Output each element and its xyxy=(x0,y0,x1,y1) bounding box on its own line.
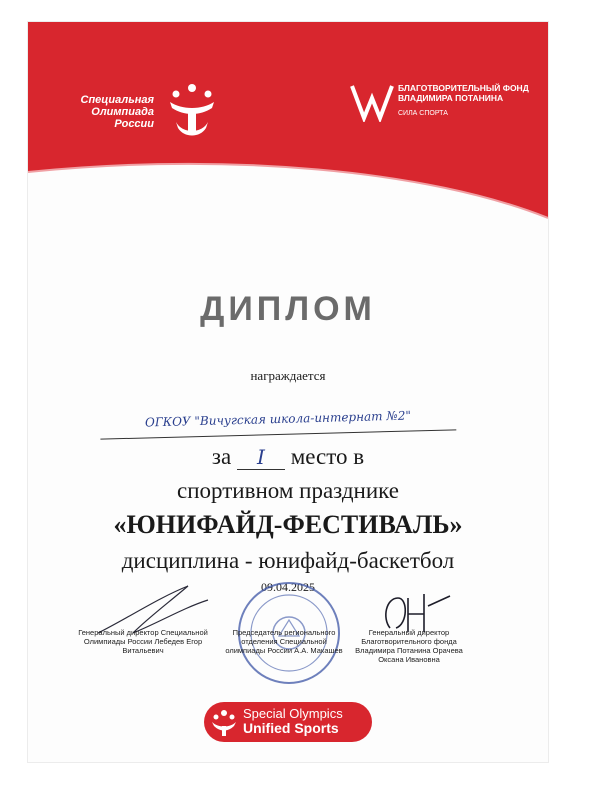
place-suffix: место в xyxy=(290,444,365,469)
place-prefix: за xyxy=(211,444,232,469)
potanin-foundation-logo-text xyxy=(398,84,538,119)
place-value: I xyxy=(237,445,285,470)
potanin-foundation-tagline: СИЛА СПОРТА xyxy=(398,110,448,117)
signature-caption-lebedev: Генеральный директор Специальной Олимпиады России Лебедев Егор Витальевич xyxy=(78,628,208,655)
place-line xyxy=(28,444,548,470)
signature-caption-orachyova: Генеральный директор Благотворительного фонда Владимира Потанина Орачева Оксана Ивановна xyxy=(355,628,463,664)
event-line: спортивном празднике xyxy=(177,478,399,503)
potanin-foundation-logo-icon xyxy=(350,82,394,122)
footer-line-2: Unified Sports xyxy=(243,720,339,736)
discipline-line: дисциплина - юнифайд-баскетбол xyxy=(121,548,455,573)
awarded-label: награждается xyxy=(250,368,326,383)
diploma-title: ДИПЛОМ xyxy=(200,290,376,328)
potanin-foundation-name: БЛАГОТВОРИТЕЛЬНЫЙ ФОНД ВЛАДИМИРА ПОТАНИНА xyxy=(398,83,529,103)
award-date: 09.04.2025 xyxy=(261,580,315,594)
recipient-name: ОГКОУ "Вичугская школа-интернат №2" xyxy=(100,401,457,439)
signature-caption-regional: Председатель регионального отделения Специальной олимпиады России А.А. Макашев xyxy=(225,628,343,655)
footer-line-1: Special Olympics xyxy=(243,706,343,721)
special-olympics-emblem-icon xyxy=(162,80,222,140)
festival-name: «ЮНИФАЙД-ФЕСТИВАЛЬ» xyxy=(113,510,463,539)
diploma-sheet xyxy=(28,22,548,762)
special-olympics-russia-logo-text: Специальная Олимпиада России xyxy=(80,94,154,130)
unified-sports-text xyxy=(243,706,343,736)
